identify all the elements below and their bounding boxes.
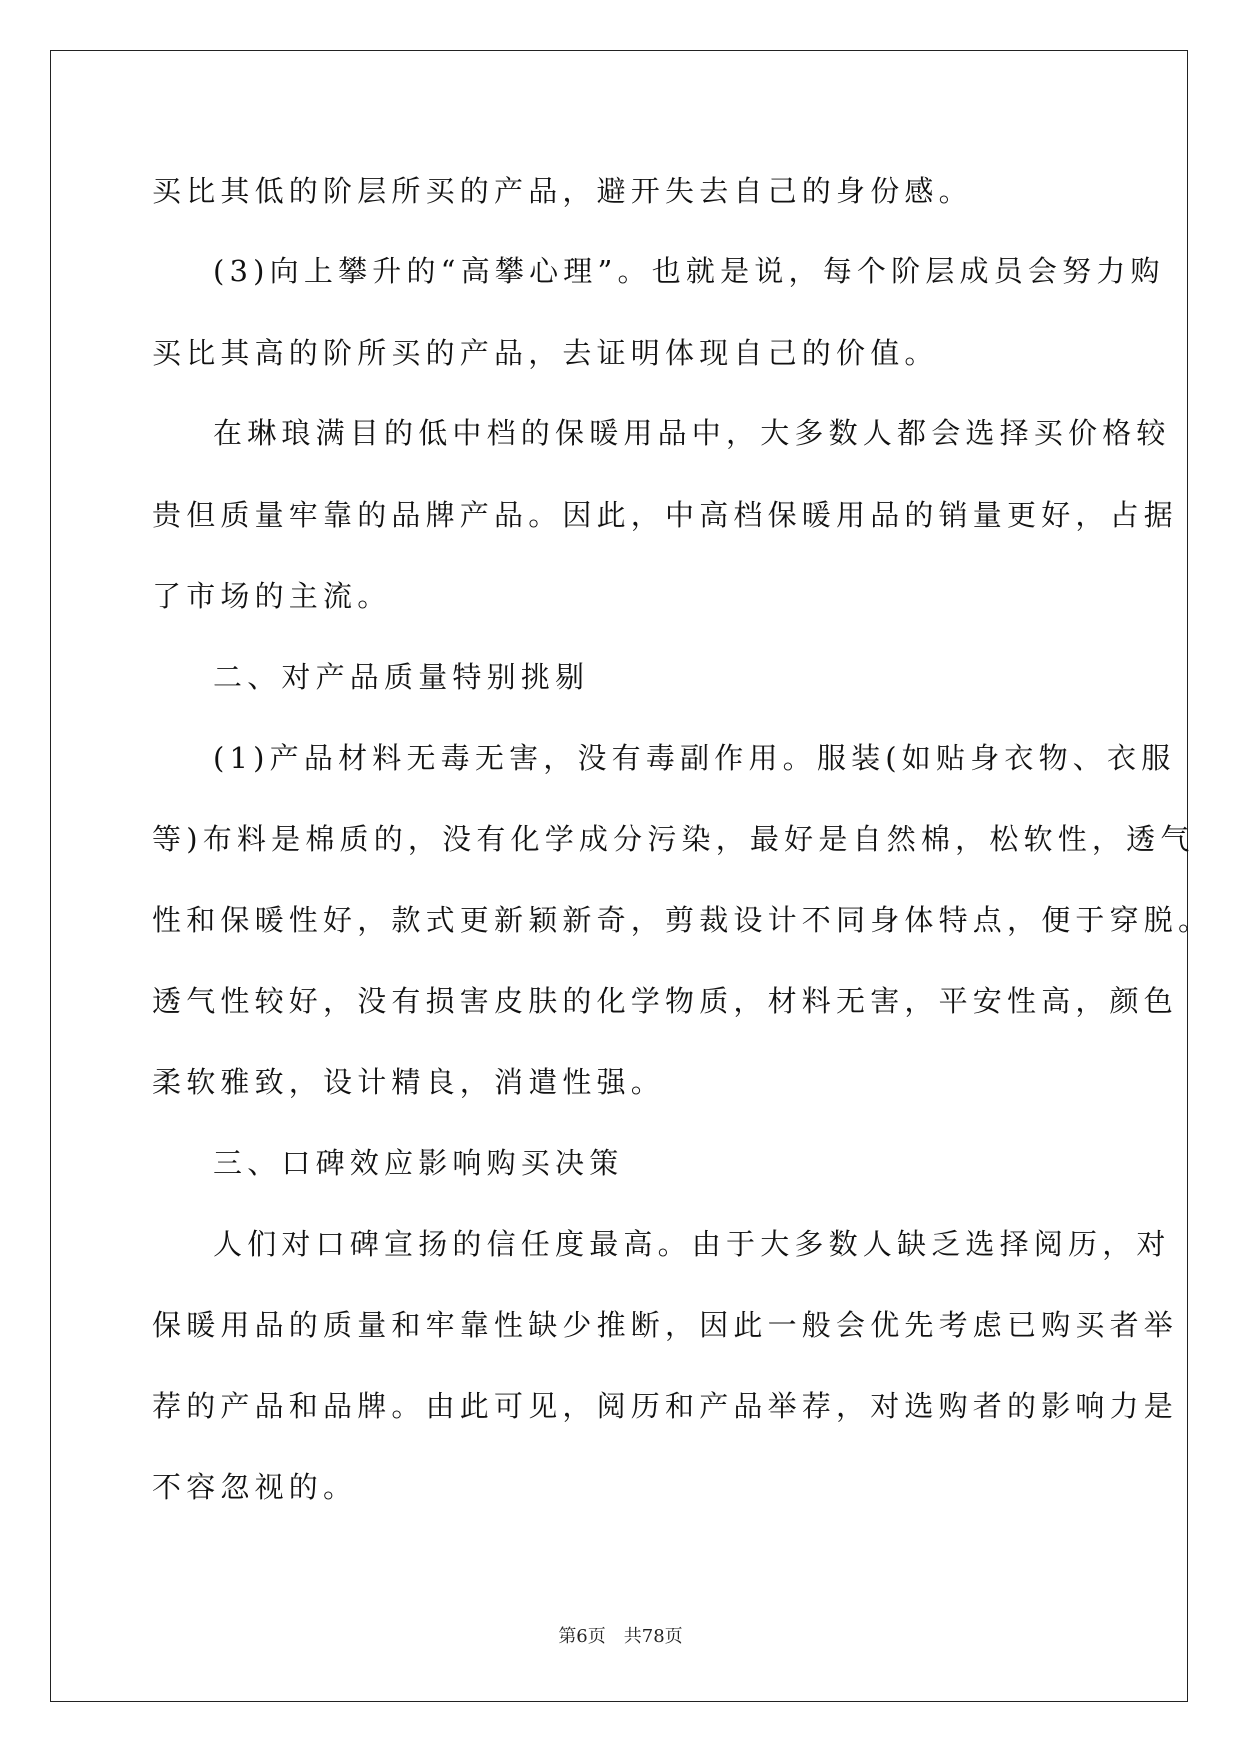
text-line: 保暖用品的质量和牢靠性缺少推断，因此一般会优先考虑已购买者举 xyxy=(152,1308,1179,1342)
text-line: (1)产品材料无毒无害，没有毒副作用。服装(如贴身衣物、衣服 xyxy=(213,741,1176,775)
page-total: 共78页 xyxy=(623,1626,683,1647)
text-line: 荐的产品和品牌。由此可见，阅历和产品举荐，对选购者的影响力是 xyxy=(152,1389,1179,1423)
text-line: 买比其高的阶所买的产品，去证明体现自己的价值。 xyxy=(152,336,939,370)
text-line: 人们对口碑宣扬的信任度最高。由于大多数人缺乏选择阅历，对 xyxy=(213,1227,1171,1261)
text-line: (3)向上攀升的“高攀心理”。也就是说，每个阶层成员会努力购 xyxy=(213,254,1165,288)
page-footer xyxy=(0,1622,1241,1648)
text-line: 买比其低的阶层所买的产品，避开失去自己的身份感。 xyxy=(152,174,973,208)
text-line: 等)布料是棉质的，没有化学成分污染，最好是自然棉，松软性，透气 xyxy=(152,822,1195,856)
text-line: 性和保暖性好，款式更新颖新奇，剪裁设计不同身体特点，便于穿脱。 xyxy=(152,903,1213,937)
page-border xyxy=(50,50,1188,1702)
text-line: 了市场的主流。 xyxy=(152,579,392,613)
text-line: 贵但质量牢靠的品牌产品。因此，中高档保暖用品的销量更好，占据 xyxy=(152,498,1179,532)
text-line: 透气性较好，没有损害皮肤的化学物质，材料无害，平安性高，颜色 xyxy=(152,984,1179,1018)
text-line: 在琳琅满目的低中档的保暖用品中，大多数人都会选择买价格较 xyxy=(213,416,1171,450)
section-heading: 三、口碑效应影响购买决策 xyxy=(213,1146,624,1180)
text-line: 不容忽视的。 xyxy=(152,1470,358,1504)
section-heading: 二、对产品质量特别挑剔 xyxy=(213,660,590,694)
text-line: 柔软雅致，设计精良，消遣性强。 xyxy=(152,1065,666,1099)
page-number: 第6页 xyxy=(558,1626,606,1647)
